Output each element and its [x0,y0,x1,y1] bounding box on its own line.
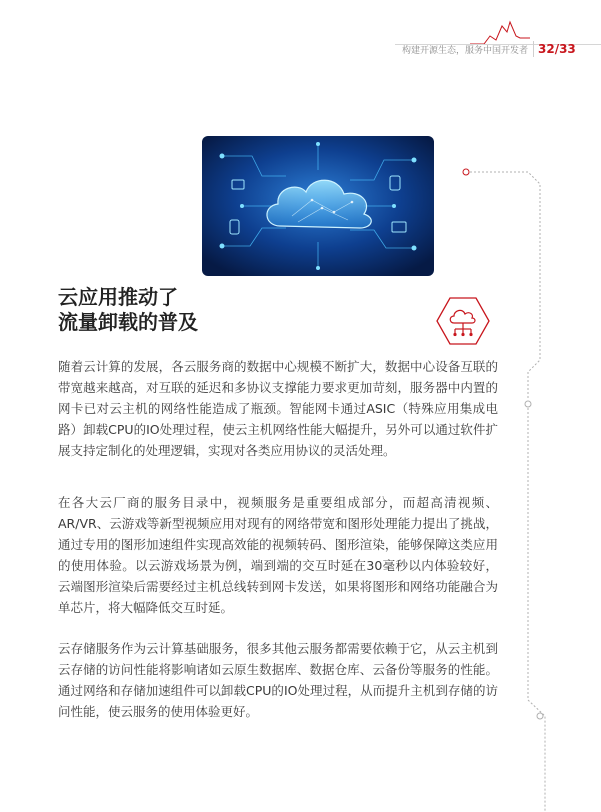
header-peaks-decoration [470,18,530,46]
cloud-computing-illustration-icon [202,136,434,276]
section-title-line-2: 流量卸载的普及 [58,310,198,334]
paragraph-1: 随着云计算的发展，各云服务商的数据中心规模不断扩大，数据中心设备互联的带宽越来越高，对互联的延迟和多协议支撑能力要求更加苛刻，服务器中内置的网卡已对云主机的网络性能造成了瓶颈。智能网卡通过ASIC（特殊应用集成电路）卸载CPU的IO处理过程，使云主机网络性能大幅提升，另外可以通过软件扩展支持定制化的处理逻辑，实现对各类应用协议的灵活处理。 [58,359,498,458]
cloud-network-icon [436,296,490,346]
paragraph-3: 云存储服务作为云计算基础服务，很多其他云服务都需要依赖于它，从云主机到云存储的访问性能将影响诸如云原生数据库、数据仓库、云备份等服务的性能。通过网络和存储加速组件可以卸载CPU的IO处理过程，从而提升主机到存储的访问性能，使云服务的使用体验更好。 [58,641,498,719]
section-title-line-1: 云应用推动了 [58,285,178,309]
paragraph-2: 在各大云厂商的服务目录中，视频服务是重要组成部分，而超高清视频、AR/VR、云游戏等新型视频应用对现有的网络带宽和图形处理能力提出了挑战，通过专用的图形加速组件实现高效能的视频转码、图形渲染，能够保障这类应用的使用体验。以云游戏场景为例，端到端的交互时延在30毫秒以内体验较好，云端图形渲染后需要经过主机总线转到网卡发送，如果将图形和网络功能融合为单芯片，将大幅降低交互时延。 [58,495,498,615]
hero-image [202,136,434,276]
header-title: 构建开源生态，服务中国开发者 [402,46,528,56]
page-number: 32/33 [533,41,576,57]
section-title [58,285,378,335]
